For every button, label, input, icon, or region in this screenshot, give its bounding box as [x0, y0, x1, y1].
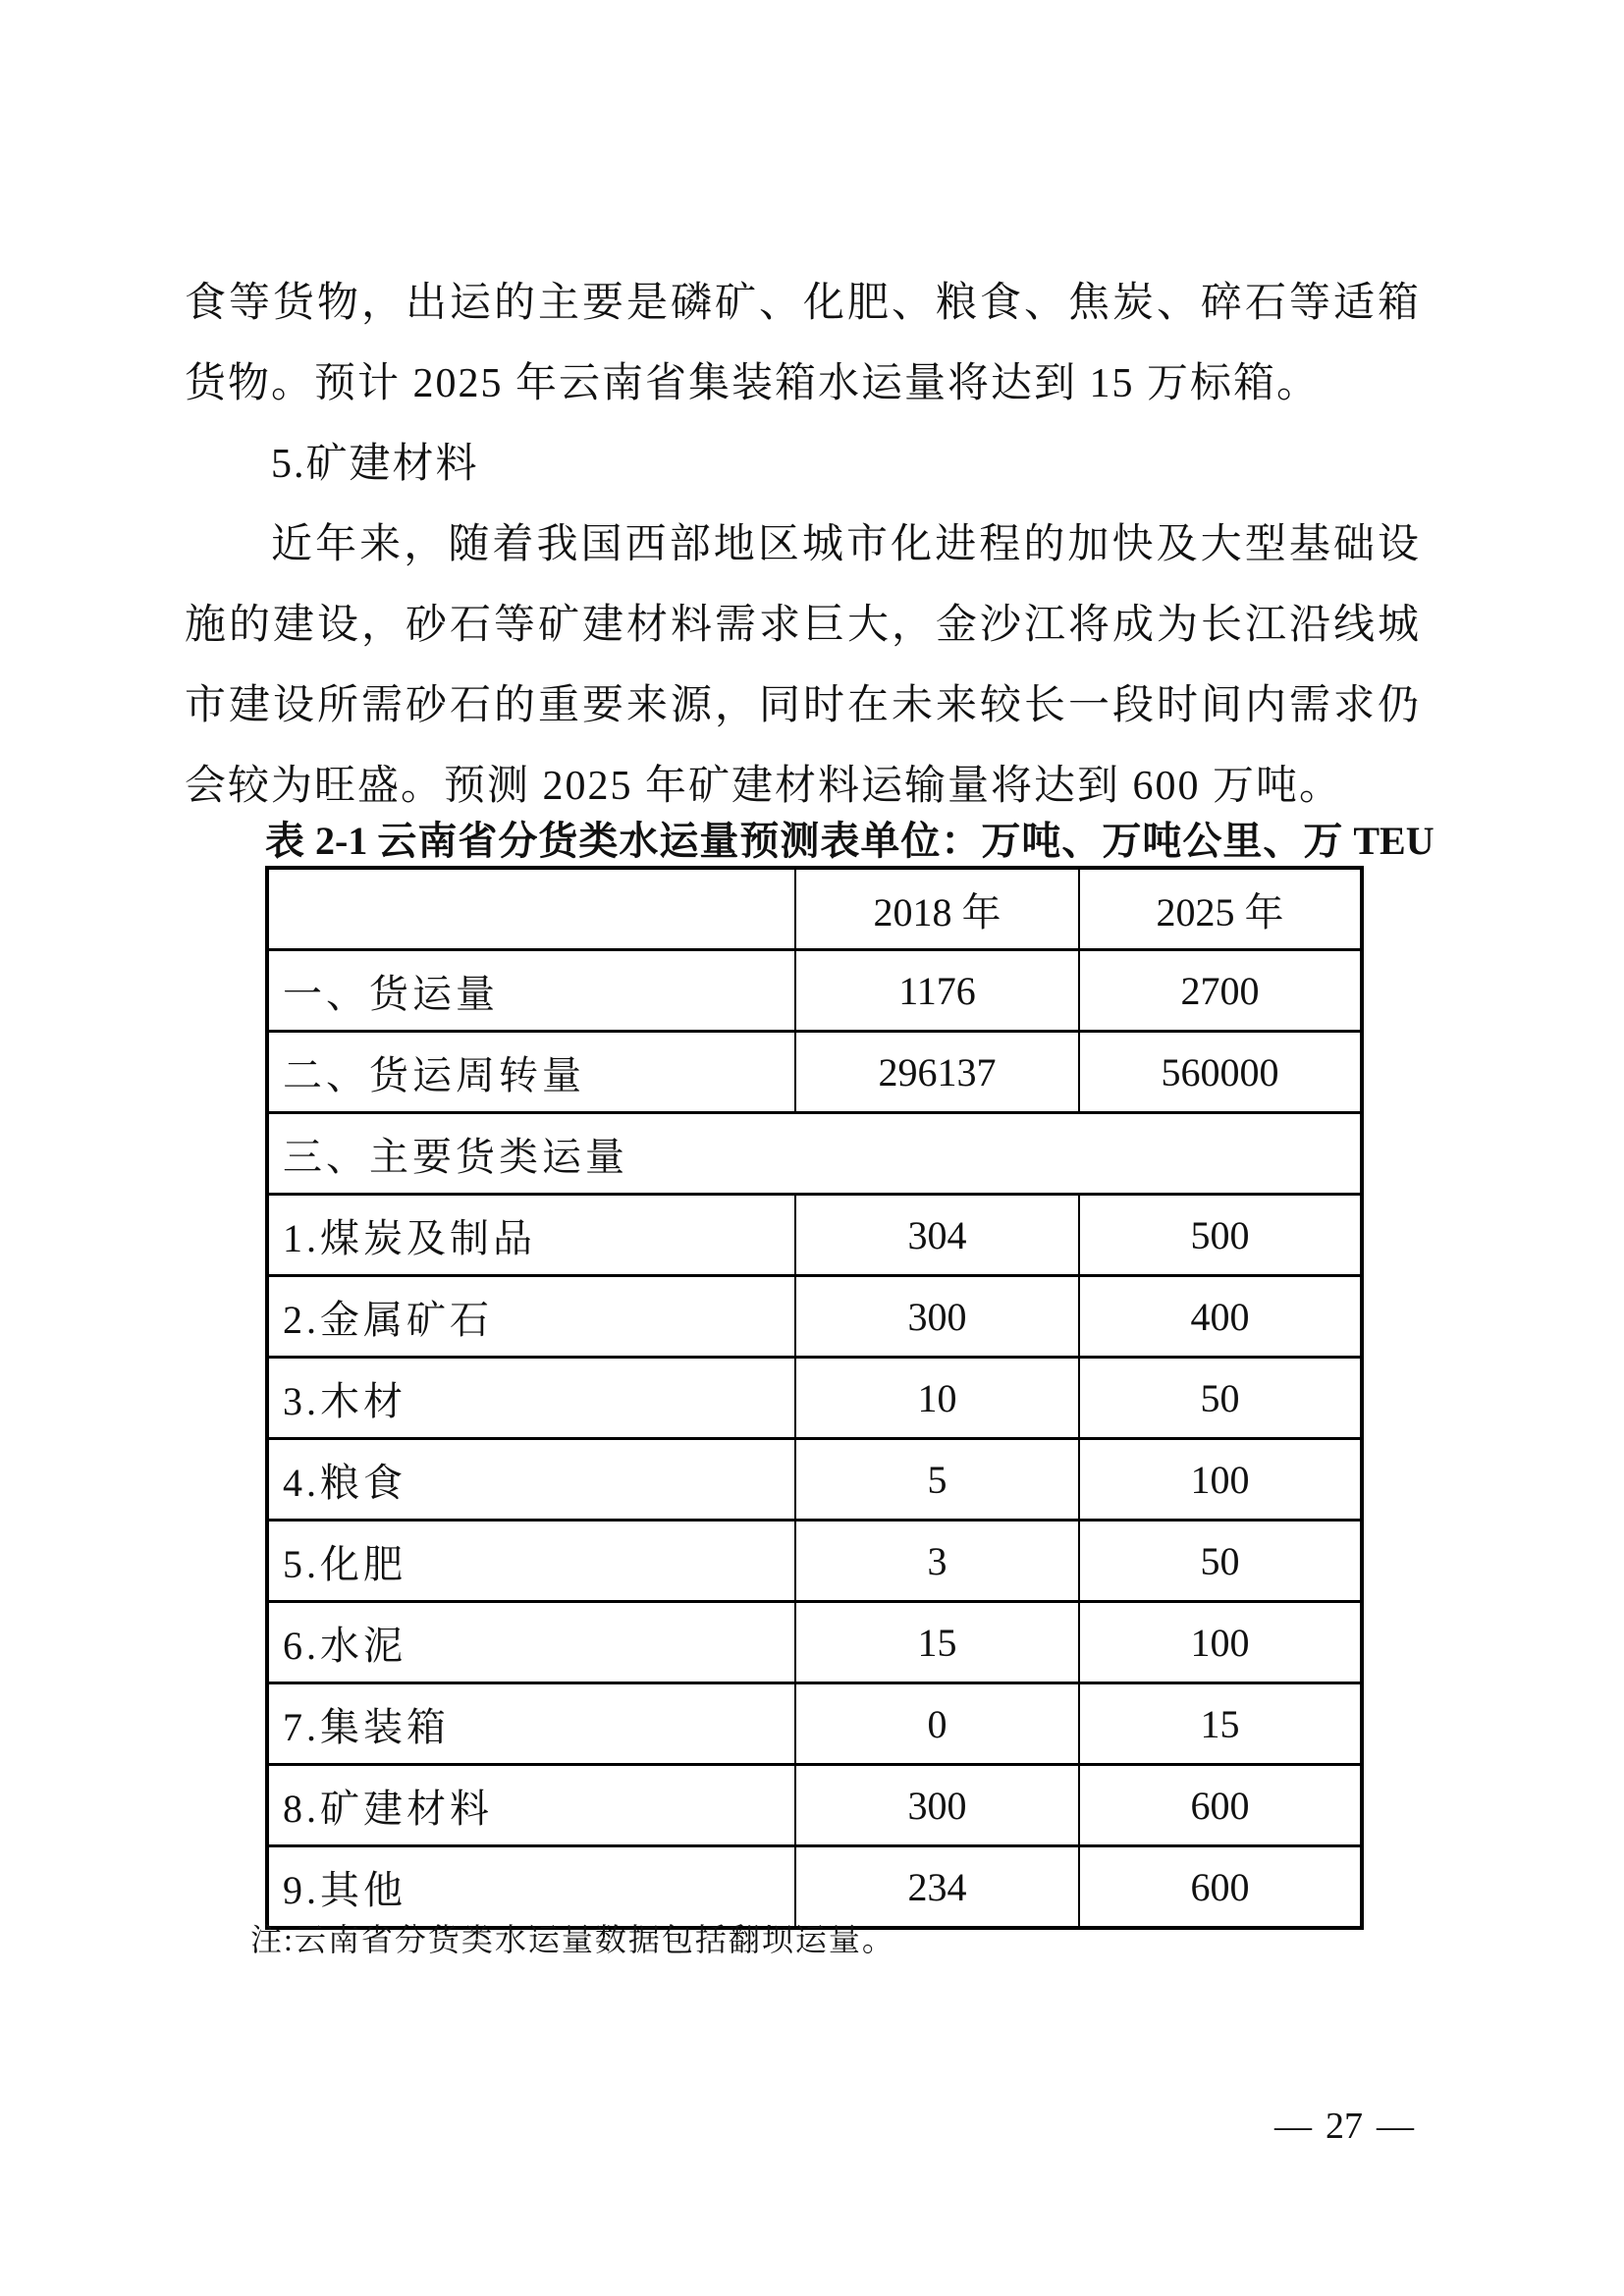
- row-label-cell: 2.金属矿石: [267, 1276, 795, 1358]
- paragraph-line: 市建设所需砂石的重要来源，同时在未来较长一段时间内需求仍: [185, 683, 1421, 728]
- section-heading: 5.矿建材料: [271, 442, 479, 487]
- value-2025-cell: 560000: [1079, 1032, 1362, 1113]
- value-2025-cell: 50: [1079, 1358, 1362, 1439]
- table-row: [267, 1195, 1362, 1276]
- value-2025-cell: 2700: [1079, 950, 1362, 1032]
- row-label-cell: 9.其他: [267, 1846, 795, 1929]
- table-row: [267, 1113, 1362, 1195]
- paragraph-line: 近年来，随着我国西部地区城市化进程的加快及大型基础设: [271, 522, 1421, 567]
- row-label-cell: 3.木材: [267, 1358, 795, 1439]
- row-label-cell: 4.粮食: [267, 1439, 795, 1521]
- value-2018-cell: 10: [795, 1358, 1079, 1439]
- row-label-cell: 三、主要货类运量: [267, 1113, 1362, 1195]
- value-2025-cell: 100: [1079, 1439, 1362, 1521]
- paragraph-line: 食等货物，出运的主要是磷矿、化肥、粮食、焦炭、碎石等适箱: [185, 281, 1421, 326]
- table-caption-main: 云南省分货类水运量预测表单位：万吨、万吨公里、万: [377, 820, 1344, 863]
- paragraph-line: 会较为旺盛。预测 2025 年矿建材料运输量将达到 600 万吨。: [185, 764, 1343, 809]
- row-label-cell: 6.水泥: [267, 1602, 795, 1683]
- value-2025-cell: 500: [1079, 1195, 1362, 1276]
- table-caption: [265, 819, 1435, 864]
- row-label-cell: 1.煤炭及制品: [267, 1195, 795, 1276]
- value-2018-cell: 300: [795, 1765, 1079, 1846]
- value-2025-cell: 100: [1079, 1602, 1362, 1683]
- value-2025-cell: 400: [1079, 1276, 1362, 1358]
- table-row: [267, 1683, 1362, 1765]
- table-row: [267, 1358, 1362, 1439]
- table-row: [267, 1032, 1362, 1113]
- value-2018-cell: 234: [795, 1846, 1079, 1929]
- body-text: [185, 263, 1421, 827]
- value-2025-cell: 50: [1079, 1521, 1362, 1602]
- value-2018-cell: 296137: [795, 1032, 1079, 1113]
- table-header-row: [267, 868, 1362, 950]
- header-2018-cell: 2018 年: [795, 868, 1079, 950]
- paragraph-line: 施的建设，砂石等矿建材料需求巨大，金沙江将成为长江沿线城: [185, 603, 1421, 648]
- page-number-value: 27: [1326, 2106, 1363, 2147]
- row-label-cell: 二、货运周转量: [267, 1032, 795, 1113]
- page-number: [1261, 2103, 1428, 2150]
- value-2018-cell: 300: [795, 1276, 1079, 1358]
- value-2018-cell: 1176: [795, 950, 1079, 1032]
- value-2025-cell: 600: [1079, 1846, 1362, 1929]
- header-2025-cell: 2025 年: [1079, 868, 1362, 950]
- value-2018-cell: 0: [795, 1683, 1079, 1765]
- row-label-cell: 7.集装箱: [267, 1683, 795, 1765]
- table-caption-unit: TEU: [1343, 819, 1435, 863]
- table-row: [267, 1276, 1362, 1358]
- table-row: [267, 1765, 1362, 1846]
- row-label-cell: 8.矿建材料: [267, 1765, 795, 1846]
- value-2025-cell: 15: [1079, 1683, 1362, 1765]
- row-label-cell: 5.化肥: [267, 1521, 795, 1602]
- forecast-table: [265, 866, 1364, 1930]
- table-caption-label: 表: [265, 820, 305, 863]
- table-row: [267, 1439, 1362, 1521]
- value-2018-cell: 15: [795, 1602, 1079, 1683]
- value-2018-cell: 5: [795, 1439, 1079, 1521]
- page-number-dash-right: —: [1377, 2106, 1414, 2147]
- value-2018-cell: 3: [795, 1521, 1079, 1602]
- table-row: [267, 1602, 1362, 1683]
- table-caption-number: 2-1: [305, 819, 378, 863]
- paragraph-line: 货物。预计 2025 年云南省集装箱水运量将达到 15 万标箱。: [185, 361, 1321, 406]
- table-footnote: 注:云南省分货类水运量数据包括翻坝运量。: [250, 1922, 895, 1957]
- page-number-dash-left: —: [1274, 2106, 1312, 2147]
- row-label-cell: 一、货运量: [267, 950, 795, 1032]
- header-empty-cell: [267, 868, 795, 950]
- value-2018-cell: 304: [795, 1195, 1079, 1276]
- table-row: [267, 950, 1362, 1032]
- table-row: [267, 1521, 1362, 1602]
- forecast-table-body: [267, 950, 1362, 1929]
- value-2025-cell: 600: [1079, 1765, 1362, 1846]
